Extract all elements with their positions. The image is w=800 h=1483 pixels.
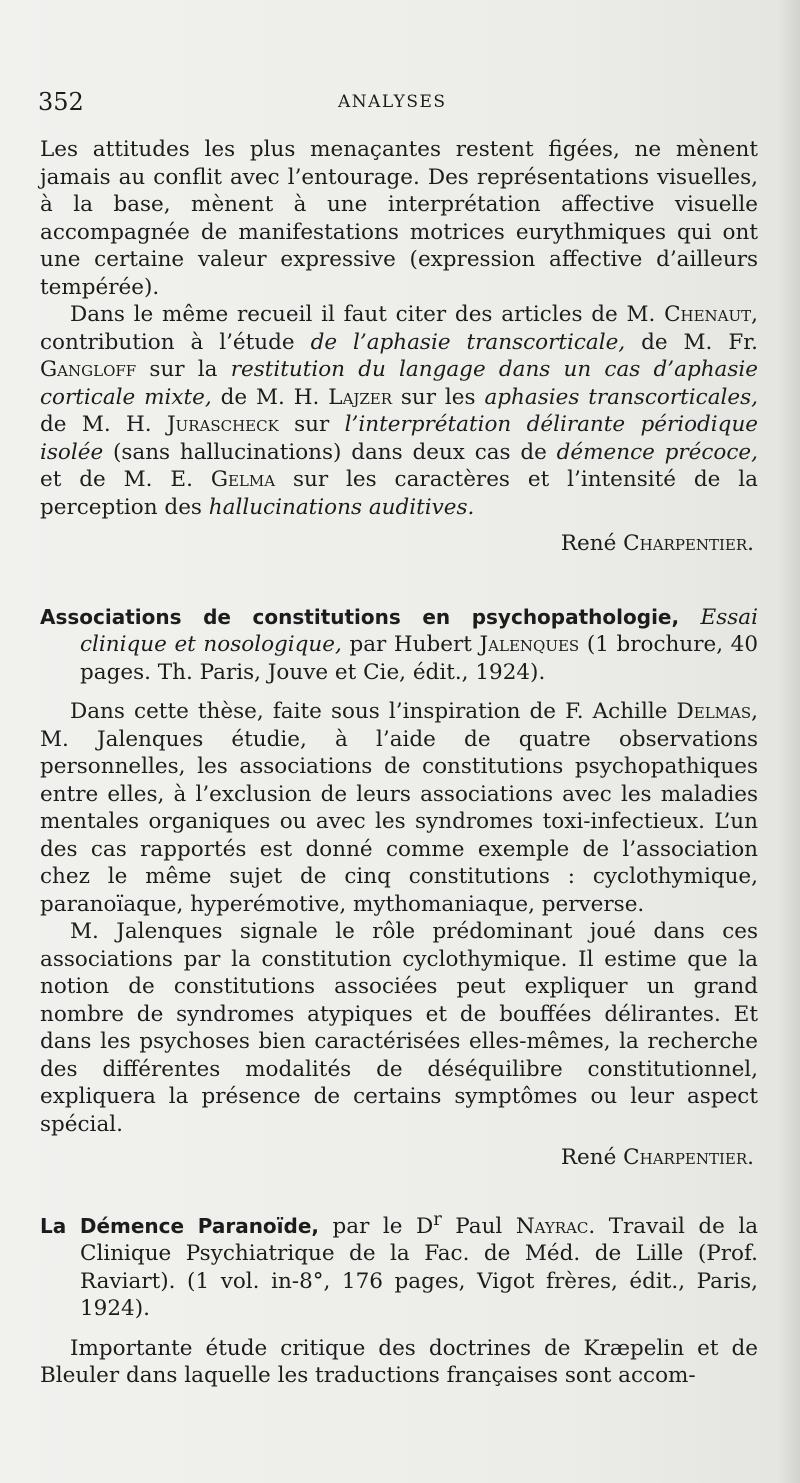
article-title: démence précoce, [556,439,758,465]
review2-paragraph-2: M. Jalenques signale le rôle prédominant joué dans ces associations par la constitution cyclothymique. Il estime que la notion de constitutions associées peut expliquer un grand nombre de syndromes atypiques et de bouffées délirantes. Et dans les psychoses bien caractérisées elles-mêmes, la recherche des différentes modalités de déséquilibre constitutionnel, expliquera la présence de certains symptômes ou leur aspect spécial. [40,919,758,1137]
page-body [40,136,758,1390]
article-title: hallucinations auditives. [208,494,475,520]
article-title: l’interprétation délirante périodique isolée [40,412,759,465]
running-title: ANALYSES [338,92,447,112]
review2-subtitle: Essai clinique et nosologique, [80,604,758,657]
review2-heading: Associations de constitutions en psychopathologie, Essai clinique et nosologique, par Hubert Jalenques (1 brochure, 40 pages. Th. Paris, Jouve et Cie, édit., 1924). [40,604,759,685]
author-name: Chenaut [664,302,752,327]
author-name: Lajzer [328,384,392,410]
review2-paragraph-1: Dans cette thèse, faite sous l’inspiration de F. Achille Delmas, M. Jalenques étudie, à l’aide de quatre observations personnelles, les associations de constitutions psychopathiques entre elles, à l’exclusion de leurs associations avec les maladies mentales organiques ou avec les syndromes toxi-infectieux. L’un des cas rapportés est donné comme exemple de l’association chez le même sujet de cinq constitutions : cyclothymique, paranoïaque, hyperémotive, mythomaniaque, perverse. [40,699,758,917]
review3-title: La Démence Paranoïde, [40,1213,320,1238]
review1-signature: René Charpentier. [560,531,754,556]
author-name: Nayrac [515,1213,589,1239]
author-name: Gangloff [40,357,137,382]
review2-signature: René Charpentier. [560,1145,754,1170]
author-name: Delmas [676,699,752,724]
review1-paragraph-1: Les attitudes les plus menaçantes restent figées, ne mènent jamais au conflit avec l’entourage. Des représentations visuelles, à la base, mènent à une interprétation affective visuelle accompagnée de manifestations motrices eurythmiques qui ont une certaine valeur expressive (expression affective d’ailleurs tempérée). [40,137,758,300]
article-title: aphasies transcorticales, [484,384,758,410]
page-edge-shadow [778,0,800,1483]
page-number: 352 [38,88,84,116]
author-name: Jalenques [479,632,580,657]
review3-heading: La Démence Paranoïde, par le $D^r$ Paul Nayrac. Travail de la Clinique Psychiatrique de la Fac. de Méd. de Lille (Prof. Raviart). (1 vol. in-8°, 176 pages, Vigot frères, édit., Paris, 1924). [40,1208,759,1322]
author-name: Jurascheck [166,412,279,437]
review3-paragraph-1: Importante étude critique des doctrines de Kræpelin et de Bleuler dans laquelle les traductions françaises sont accom- [40,1335,758,1389]
article-title: restitution du langage dans un cas d’aphasie corticale mixte, [40,357,759,410]
page-header [38,88,762,124]
review1-paragraph-2: Dans le même recueil il faut citer des articles de M. Chenaut, contribution à l’étude de l’aphasie transcorticale, de M. Fr. Gangloff sur la restitution du langage dans un cas d’aphasie corticale mixte, de M. H. Lajzer sur les aphasies transcorticales, de M. H. Jurascheck sur l’interprétation délirante périodique isolée (sans hallucinations) dans deux cas de démence précoce, et de M. E. Gelma sur les caractères et l’intensité de la perception des hallucinations auditives. [40,302,759,520]
review2-title: Associations de constitutions en psychopathologie, [40,604,680,629]
author-name: Gelma [210,467,276,492]
article-title: de l’aphasie transcorticale, [310,329,626,355]
